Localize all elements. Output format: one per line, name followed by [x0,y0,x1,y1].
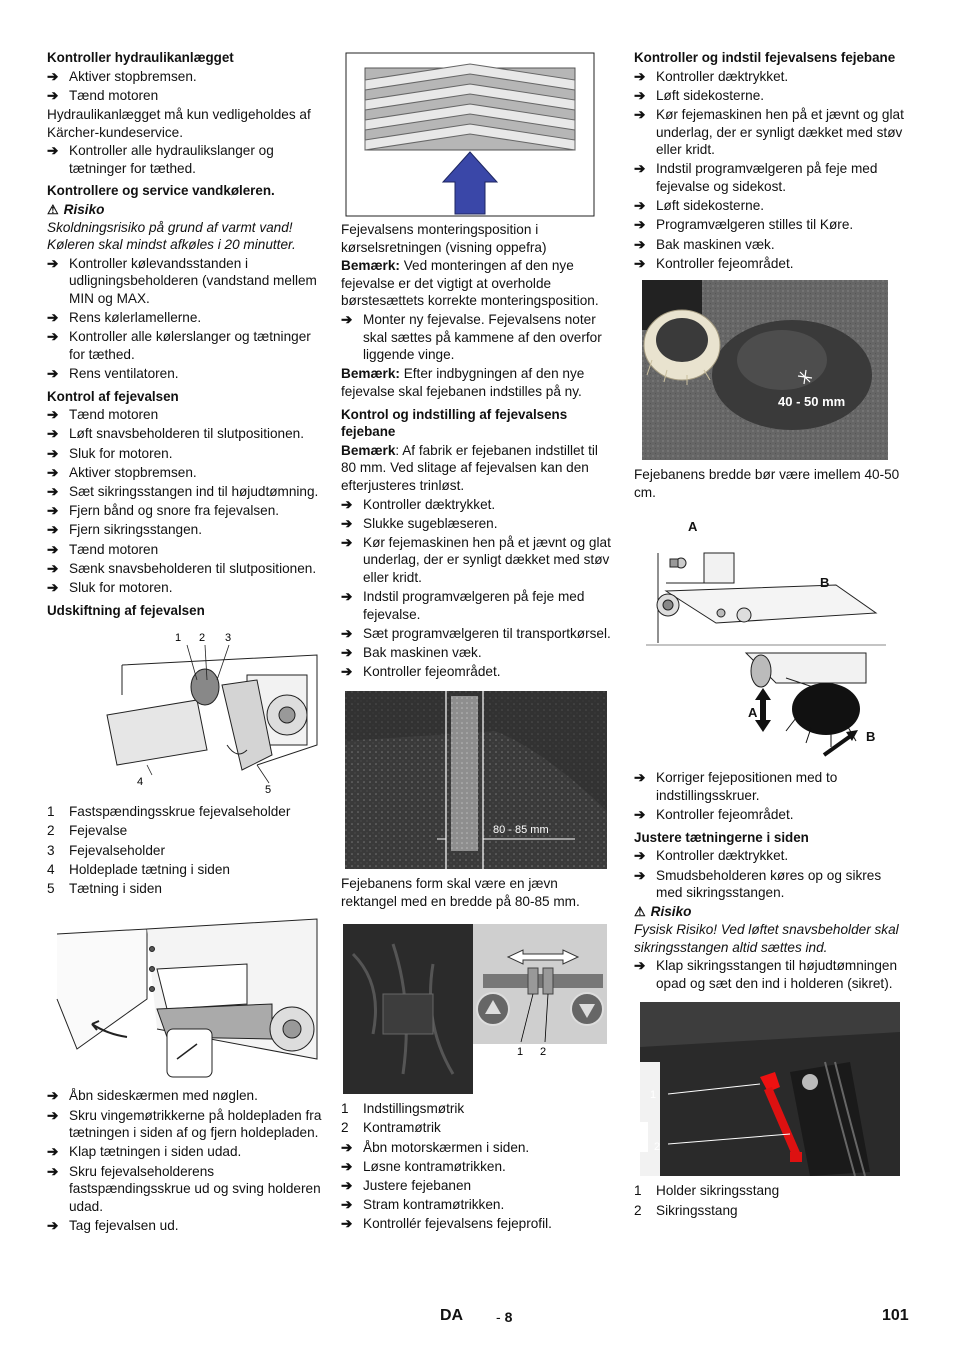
arrow-right-icon: ➔ [341,515,353,531]
note: Bemærk: Af fabrik er fejebanen indstillet til 80 mm. Ved slitage af fejevalsen kan den efterjusteres trinløst. [341,442,598,493]
fig-label: 1 [650,1089,657,1102]
footer-language: DA [440,1307,464,1324]
step: ➔ Kør fejemaskinen hen på et jævnt og glat underlag, der er synligt dækket med støv eller kridt. [634,106,904,158]
step: ➔ Kontroller fejeområdet. [634,807,794,823]
arrow-right-icon: ➔ [47,143,59,159]
arrow-right-icon: ➔ [47,366,59,382]
step: ➔ Kontroller fejeområdet. [341,664,501,680]
legend-item: 5 Tætning i siden [47,880,162,896]
heading-vandkoler: Kontrollere og service vandkøleren. [47,183,275,199]
arrow-right-icon: ➔ [47,310,59,326]
arrow-right-icon: ➔ [47,407,59,423]
step: ➔ Tænd motoren [47,407,159,423]
step: ➔ Tænd motoren [47,87,159,103]
step: ➔ Bak maskinen væk. [341,645,482,661]
arrow-right-icon: ➔ [47,426,59,442]
warning-triangle-icon: ⚠ [634,904,646,920]
step: ➔ Slukke sugeblæseren. [341,515,498,531]
arrow-right-icon: ➔ [47,87,59,103]
arrow-right-icon: ➔ [47,255,59,271]
fig-label: 2 [199,632,206,645]
width-label: 80 - 85 mm [493,824,549,836]
arrow-right-icon: ➔ [47,579,59,595]
column-1 [47,44,323,1236]
arrow-right-icon: ➔ [634,867,646,883]
step: ➔ Kontrollér fejevalsens fejeprofil. [341,1216,552,1232]
legend-item: 3 Fejevalseholder [47,842,165,858]
arrow-right-icon: ➔ [341,1177,353,1193]
figure-side-seal [47,909,323,1081]
step: ➔ Kontroller dæktrykket. [634,848,789,864]
step: ➔ Sluk for motoren. [47,445,173,461]
step: ➔ Aktiver stopbremsen. [47,68,197,84]
step: ➔ Programvælgeren stilles til Køre. [634,217,854,233]
arrow-right-icon: ➔ [341,664,353,680]
arrow-right-icon: ➔ [341,1158,353,1174]
step: ➔ Justere fejebanen [341,1177,472,1193]
arrow-right-icon: ➔ [47,1218,59,1233]
risk-text: Skoldningsrisiko på grund af varmt vand! Køleren skal mindst afkøles i 20 minutter. [47,219,296,253]
page-number: 101 [882,1307,909,1324]
footer-local-page: - 8 [496,1309,513,1325]
step: ➔ Rens kølerlamellerne. [47,310,202,326]
arrow-right-icon: ➔ [634,217,646,233]
step: ➔ Sæt programvælgeren til transportkørsel. [341,626,611,642]
arrow-right-icon: ➔ [47,1163,59,1179]
step: ➔ Sænk snavsbeholderen til slutpositionen. [47,560,317,576]
arrow-right-icon: ➔ [47,1144,59,1160]
step: ➔ Indstil programvælgeren på feje med fejevalse. [341,589,585,622]
legend-item: 2 Kontramøtrik [341,1120,441,1136]
step: ➔ Rens ventilatoren. [47,366,179,382]
heading-kontrol-fejevalse: Kontrol af fejevalsen [47,388,179,404]
legend-item: 2 Fejevalse [47,823,128,839]
step: ➔ Sæt sikringsstangen ind til højudtømning. [47,484,319,499]
arrow-right-icon: ➔ [341,1139,353,1155]
arrow-right-icon: ➔ [341,645,353,661]
step: ➔ Kontroller alle kølerslanger og tætninger for tæthed. [47,329,311,362]
arrow-right-icon: ➔ [634,848,646,864]
arrow-right-icon: ➔ [341,589,353,605]
legend-item: 4 Holdeplade tætning i siden [47,861,230,877]
arrow-right-icon: ➔ [634,198,646,214]
arrow-right-icon: ➔ [47,522,59,538]
step: ➔ Løft sidekosterne. [634,87,765,103]
fig-label: 2 [540,1046,547,1059]
fig-label: 3 [225,632,232,645]
step: ➔ Løft sidekosterne. [634,198,765,214]
legend-item: 2 Sikringsstang [634,1202,738,1218]
column-2 [341,44,613,1235]
figure-adjuster [343,924,607,1094]
arrow-right-icon: ➔ [47,68,59,84]
warning-triangle-icon: ⚠ [47,201,59,217]
arrow-right-icon: ➔ [634,87,646,103]
legend-item: 1 Indstillingsmøtrik [341,1101,465,1117]
fig-label: 1 [517,1046,524,1059]
step: ➔ Tænd motoren [47,541,159,557]
arrow-right-icon: ➔ [634,770,646,786]
step: ➔ Skru vingemøtrikkerne på holdepladen fra tætningen i siden af og fjern holdepladen. [47,1107,322,1141]
risk-label: ⚠ Risiko [634,904,692,920]
risk-text: Fysisk Risiko! Ved løftet snavsbeholder skal sikringsstangen altid sættes ind. [634,922,899,955]
step: ➔ Fjern sikringsstangen. [47,522,202,538]
step: ➔ Monter ny fejevalse. Fejevalsens noter skal sættes på kammene af den overfor liggende vinge. [341,311,602,363]
step: ➔ Indstil programvælgeren på feje med fejevalse og sidekost. [634,161,878,194]
heading-kontrol-fejebane: Kontrol og indstilling af fejevalsens fejebane [341,406,568,440]
arrow-right-icon: ➔ [47,503,59,519]
step: ➔ Aktiver stopbremsen. [47,464,197,480]
heading-hydraulik: Kontroller hydraulikanlægget [47,50,234,65]
figure-adjust-screws [636,513,890,763]
caption: Fejebanens bredde bør være imellem 40-50 cm. [634,467,900,500]
note: Bemærk: Efter indbygningen af den nye fejevalse skal fejebanen indstilles på ny. [341,366,585,399]
step: ➔ Klap tætningen i siden udad. [47,1144,242,1160]
legend-item: 1 Holder sikringsstang [634,1183,780,1199]
width-label: 40 - 50 mm [778,394,846,410]
arrow-right-icon: ➔ [47,445,59,461]
arrow-right-icon: ➔ [634,68,646,84]
step: ➔ Smudsbeholderen køres op og sikres med sikringsstangen. [634,867,882,901]
legend-item: 1 Fastspændingsskrue fejevalseholder [47,804,291,820]
arrow-right-icon: ➔ [634,255,646,271]
fig-label: B [866,729,876,745]
arrow-right-icon: ➔ [47,560,59,576]
step: ➔ Åbn motorskærmen i siden. [341,1139,530,1155]
heading-sidekost: Kontroller og indstil fejevalsens fejebane [634,50,896,65]
arrow-right-icon: ➔ [47,484,59,499]
arrow-right-icon: ➔ [341,311,353,327]
step: ➔ Fjern bånd og snore fra fejevalsen. [47,503,280,519]
heading-taetninger: Justere tætningerne i siden [634,829,809,845]
arrow-right-icon: ➔ [341,1216,353,1232]
column-3 [634,44,910,1221]
arrow-right-icon: ➔ [47,1107,59,1123]
paragraph: Hydraulikanlægget må kun vedligeholdes af Kärcher-kundeservice. [47,106,311,140]
step: ➔ Kør fejemaskinen hen på et jævnt og glat underlag, der er synligt dækket med støv eller kridt. [341,534,611,586]
arrow-right-icon: ➔ [634,106,646,122]
step: ➔ Løsne kontramøtrikken. [341,1158,506,1174]
fig-label: A [688,519,698,535]
arrow-right-icon: ➔ [47,464,59,480]
arrow-right-icon: ➔ [47,1088,59,1104]
step: ➔ Løft snavsbeholderen til slutpositionen. [47,426,305,442]
step: ➔ Klap sikringsstangen til højudtømningen opad og sæt den ind i holderen (sikret). [634,958,898,991]
risk-label: ⚠ Risiko [47,201,105,217]
step: ➔ Sluk for motoren. [47,579,173,595]
fig-label: 5 [265,784,272,797]
arrow-right-icon: ➔ [341,1197,353,1213]
figure-sweep-track [345,691,607,869]
step: ➔ Korriger fejepositionen med to indstillingsskruer. [634,770,838,804]
fig-label: A [748,705,758,721]
step: ➔ Stram kontramøtrikken. [341,1197,505,1213]
figure-brush-replacement [47,625,323,797]
fig-label: 1 [175,632,182,645]
arrow-right-icon: ➔ [47,541,59,557]
arrow-right-icon: ➔ [341,496,353,512]
step: ➔ Kontroller fejeområdet. [634,255,794,271]
step: ➔ Kontroller dæktrykket. [634,68,789,84]
figure-brush-direction [345,52,595,217]
figure-safety-bar [640,1002,900,1176]
heading-udskiftning: Udskiftning af fejevalsen [47,602,205,618]
arrow-right-icon: ➔ [341,626,353,642]
arrow-right-icon: ➔ [634,958,646,974]
arrow-right-icon: ➔ [341,534,353,550]
fig-label: B [820,575,830,591]
caption: Fejevalsens monteringsposition i kørselsretningen (visning oppefra) [341,222,547,255]
arrow-right-icon: ➔ [634,161,646,177]
arrow-right-icon: ➔ [47,329,59,345]
step: ➔ Kontroller alle hydraulikslanger og tætninger for tæthed. [47,143,274,176]
step: ➔ Kontroller dæktrykket. [341,496,496,512]
step: ➔ Åbn sideskærmen med nøglen. [47,1088,258,1104]
note: Bemærk: Ved monteringen af den nye fejevalse er det vigtigt at overholde børstesættets korrekte monteringsposition. [341,258,599,309]
step: ➔ Bak maskinen væk. [634,236,775,252]
arrow-right-icon: ➔ [634,236,646,252]
step: ➔ Skru fejevalseholderens fastspændingsskrue ud og sving holderen udad. [47,1163,321,1214]
step: ➔ Kontroller kølevandsstanden i udligningsbeholderen (vandstand mellem MIN og MAX. [47,255,317,306]
arrow-right-icon: ➔ [634,807,646,823]
fig-label: 2 [654,1141,661,1154]
fig-label: 4 [137,776,144,789]
step: ➔ Tag fejevalsen ud. [47,1218,179,1233]
figure-side-brush-track [642,280,888,460]
caption: Fejebanens form skal være en jævn rektangel med en bredde på 80-85 mm. [341,876,580,909]
